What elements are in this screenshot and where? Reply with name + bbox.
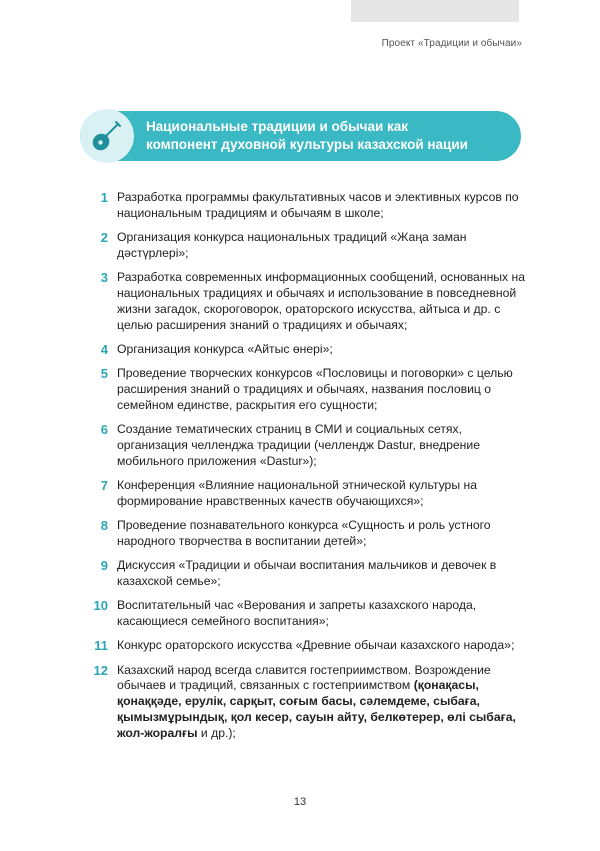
list-item xyxy=(90,663,530,742)
list-item xyxy=(90,190,530,222)
item-number: 7 xyxy=(100,477,108,493)
list-item xyxy=(90,422,530,469)
item-text: Дискуссия «Традиции и обычаи воспитания мальчиков и девочек в казахской семье»; xyxy=(117,558,497,588)
item-text: Проведение познавательного конкурса «Сущность и роль устного народного творчества в воспитании детей»; xyxy=(117,518,491,548)
list-item xyxy=(90,270,530,333)
list-item xyxy=(90,342,530,358)
item-text: Конкурс ораторского искусства «Древние обычаи казахского народа»; xyxy=(117,638,515,653)
item-text: Организация конкурса национальных традиций «Жаңа заман дәстүрлері»; xyxy=(117,230,467,260)
item-text-tail: и др.); xyxy=(197,725,236,740)
item-text-bold-terms: (қонақасы, қонаққәде, ерулік, сарқыт, соғым басы, сәлемдеме, сыбаға, қымызмұрындық, қол кесер, сауын айту, белкөтерер, өлі сыбаға, жол-жоралғы xyxy=(117,678,516,740)
item-number: 3 xyxy=(100,270,108,286)
page-number: 13 xyxy=(293,796,307,808)
list-item xyxy=(90,478,530,510)
section-title-line-1: Национальные традиции и обычаи как xyxy=(146,119,409,134)
item-number: 6 xyxy=(100,422,108,438)
item-text: Создание тематических страниц в СМИ и социальных сетях, организация челленджа традиции (челлендж Dastur, внедрение мобильного приложения «Dastur»); xyxy=(117,422,480,468)
item-text: Организация конкурса «Айтыс өнері»; xyxy=(117,341,333,356)
item-number: 9 xyxy=(100,558,108,574)
list-item xyxy=(90,598,530,630)
list-item xyxy=(90,558,530,590)
item-number: 11 xyxy=(94,638,108,654)
project-label: Проект «Традиции и обычаи» xyxy=(381,38,522,49)
dombra-icon xyxy=(89,118,125,154)
item-text-intro: Казахский народ всегда славится гостеприимством. Возрождение обычаев и традиций, связанных с гостеприимством xyxy=(117,662,491,693)
item-number: 5 xyxy=(100,366,108,382)
item-text: Разработка программы факультативных часов и элективных курсов по национальным традициям и обычаям в школе; xyxy=(117,190,519,220)
item-number: 8 xyxy=(100,518,108,534)
header-bar xyxy=(351,0,519,22)
item-number: 1 xyxy=(100,190,108,205)
item-number: 12 xyxy=(93,662,108,678)
item-number: 2 xyxy=(100,230,108,246)
list-item xyxy=(90,518,530,550)
list-item xyxy=(90,638,530,654)
item-number: 10 xyxy=(93,598,108,614)
item-text: Разработка современных информационных сообщений, основанных на национальных традициях и обычаях и использование в повседневной жизни загадок, скороговорок, ораторского искусства, айтыса и др. с целью расширения знаний о традициях и обычаях; xyxy=(117,270,526,332)
item-text: Проведение творческих конкурсов «Пословицы и поговорки» с целью расширения знаний о традициях и обычаях, названия пословиц о семейном единстве, раскрытия его сущности; xyxy=(117,366,513,412)
measures-list xyxy=(90,190,530,750)
item-number: 4 xyxy=(100,341,108,357)
list-item xyxy=(90,366,530,413)
item-text xyxy=(117,663,530,742)
item-text: Конференция «Влияние национальной этнической культуры на формирование нравственных качеств обучающихся»; xyxy=(117,477,477,508)
section-title-line-2: компонент духовной культуры казахской нации xyxy=(146,137,468,152)
item-text: Воспитательный час «Верования и запреты казахского народа, касающиеся семейного воспитания»; xyxy=(117,598,477,629)
dombra-icon-badge xyxy=(80,109,134,163)
section-title xyxy=(146,118,506,154)
list-item xyxy=(90,230,530,262)
